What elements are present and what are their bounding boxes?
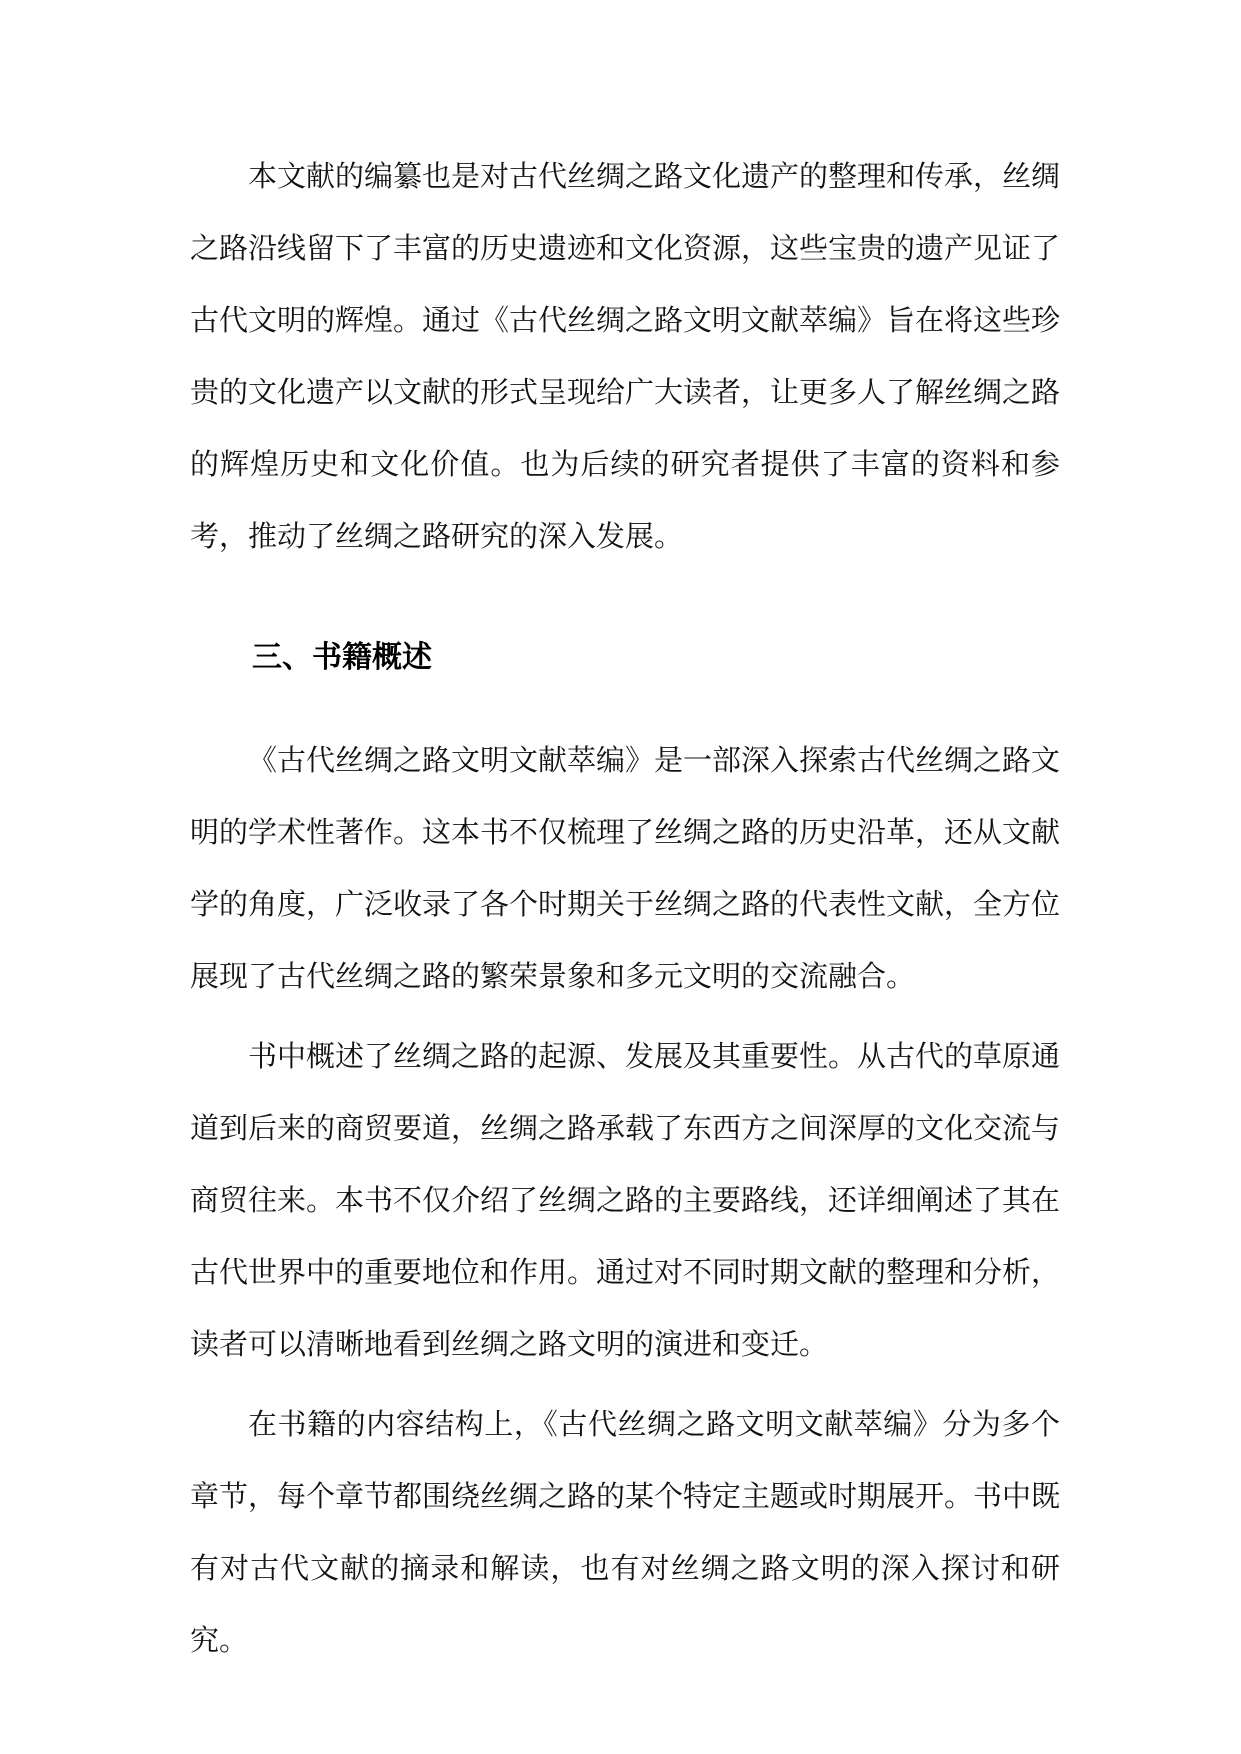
paragraph-origins: 书中概述了丝绸之路的起源、发展及其重要性。从古代的草原通道到后来的商贸要道，丝绸之路承载了东西方之间深厚的文化交流与商贸往来。本书不仅介绍了丝绸之路的主要路线，还详细阐述了其在古代世界中的重要地位和作用。通过对不同时期文献的整理和分析，读者可以清晰地看到丝绸之路文明的演进和变迁。 [190,1039,1061,1361]
paragraph-heritage: 本文献的编纂也是对古代丝绸之路文化遗产的整理和传承，丝绸之路沿线留下了丰富的历史遗迹和文化资源，这些宝贵的遗产见证了古代文明的辉煌。通过《古代丝绸之路文明文献萃编》旨在将这些珍贵的文化遗产以文献的形式呈现给广大读者，让更多人了解丝绸之路的辉煌历史和文化价值。也为后续的研究者提供了丰富的资料和参考，推动了丝绸之路研究的深入发展。 [190,159,1061,553]
section-heading: 三、书籍概述 [252,640,432,675]
document-body [190,140,1060,1676]
paragraph-structure: 在书籍的内容结构上，《古代丝绸之路文明文献萃编》分为多个章节，每个章节都围绕丝绸之路的某个特定主题或时期展开。书中既有对古代文献的摘录和解读，也有对丝绸之路文明的深入探讨和研究。 [190,1407,1061,1657]
paragraph-overview: 《古代丝绸之路文明文献萃编》是一部深入探索古代丝绸之路文明的学术性著作。这本书不仅梳理了丝绸之路的历史沿革，还从文献学的角度，广泛收录了各个时期关于丝绸之路的代表性文献，全方位展现了古代丝绸之路的繁荣景象和多元文明的交流融合。 [190,743,1061,993]
